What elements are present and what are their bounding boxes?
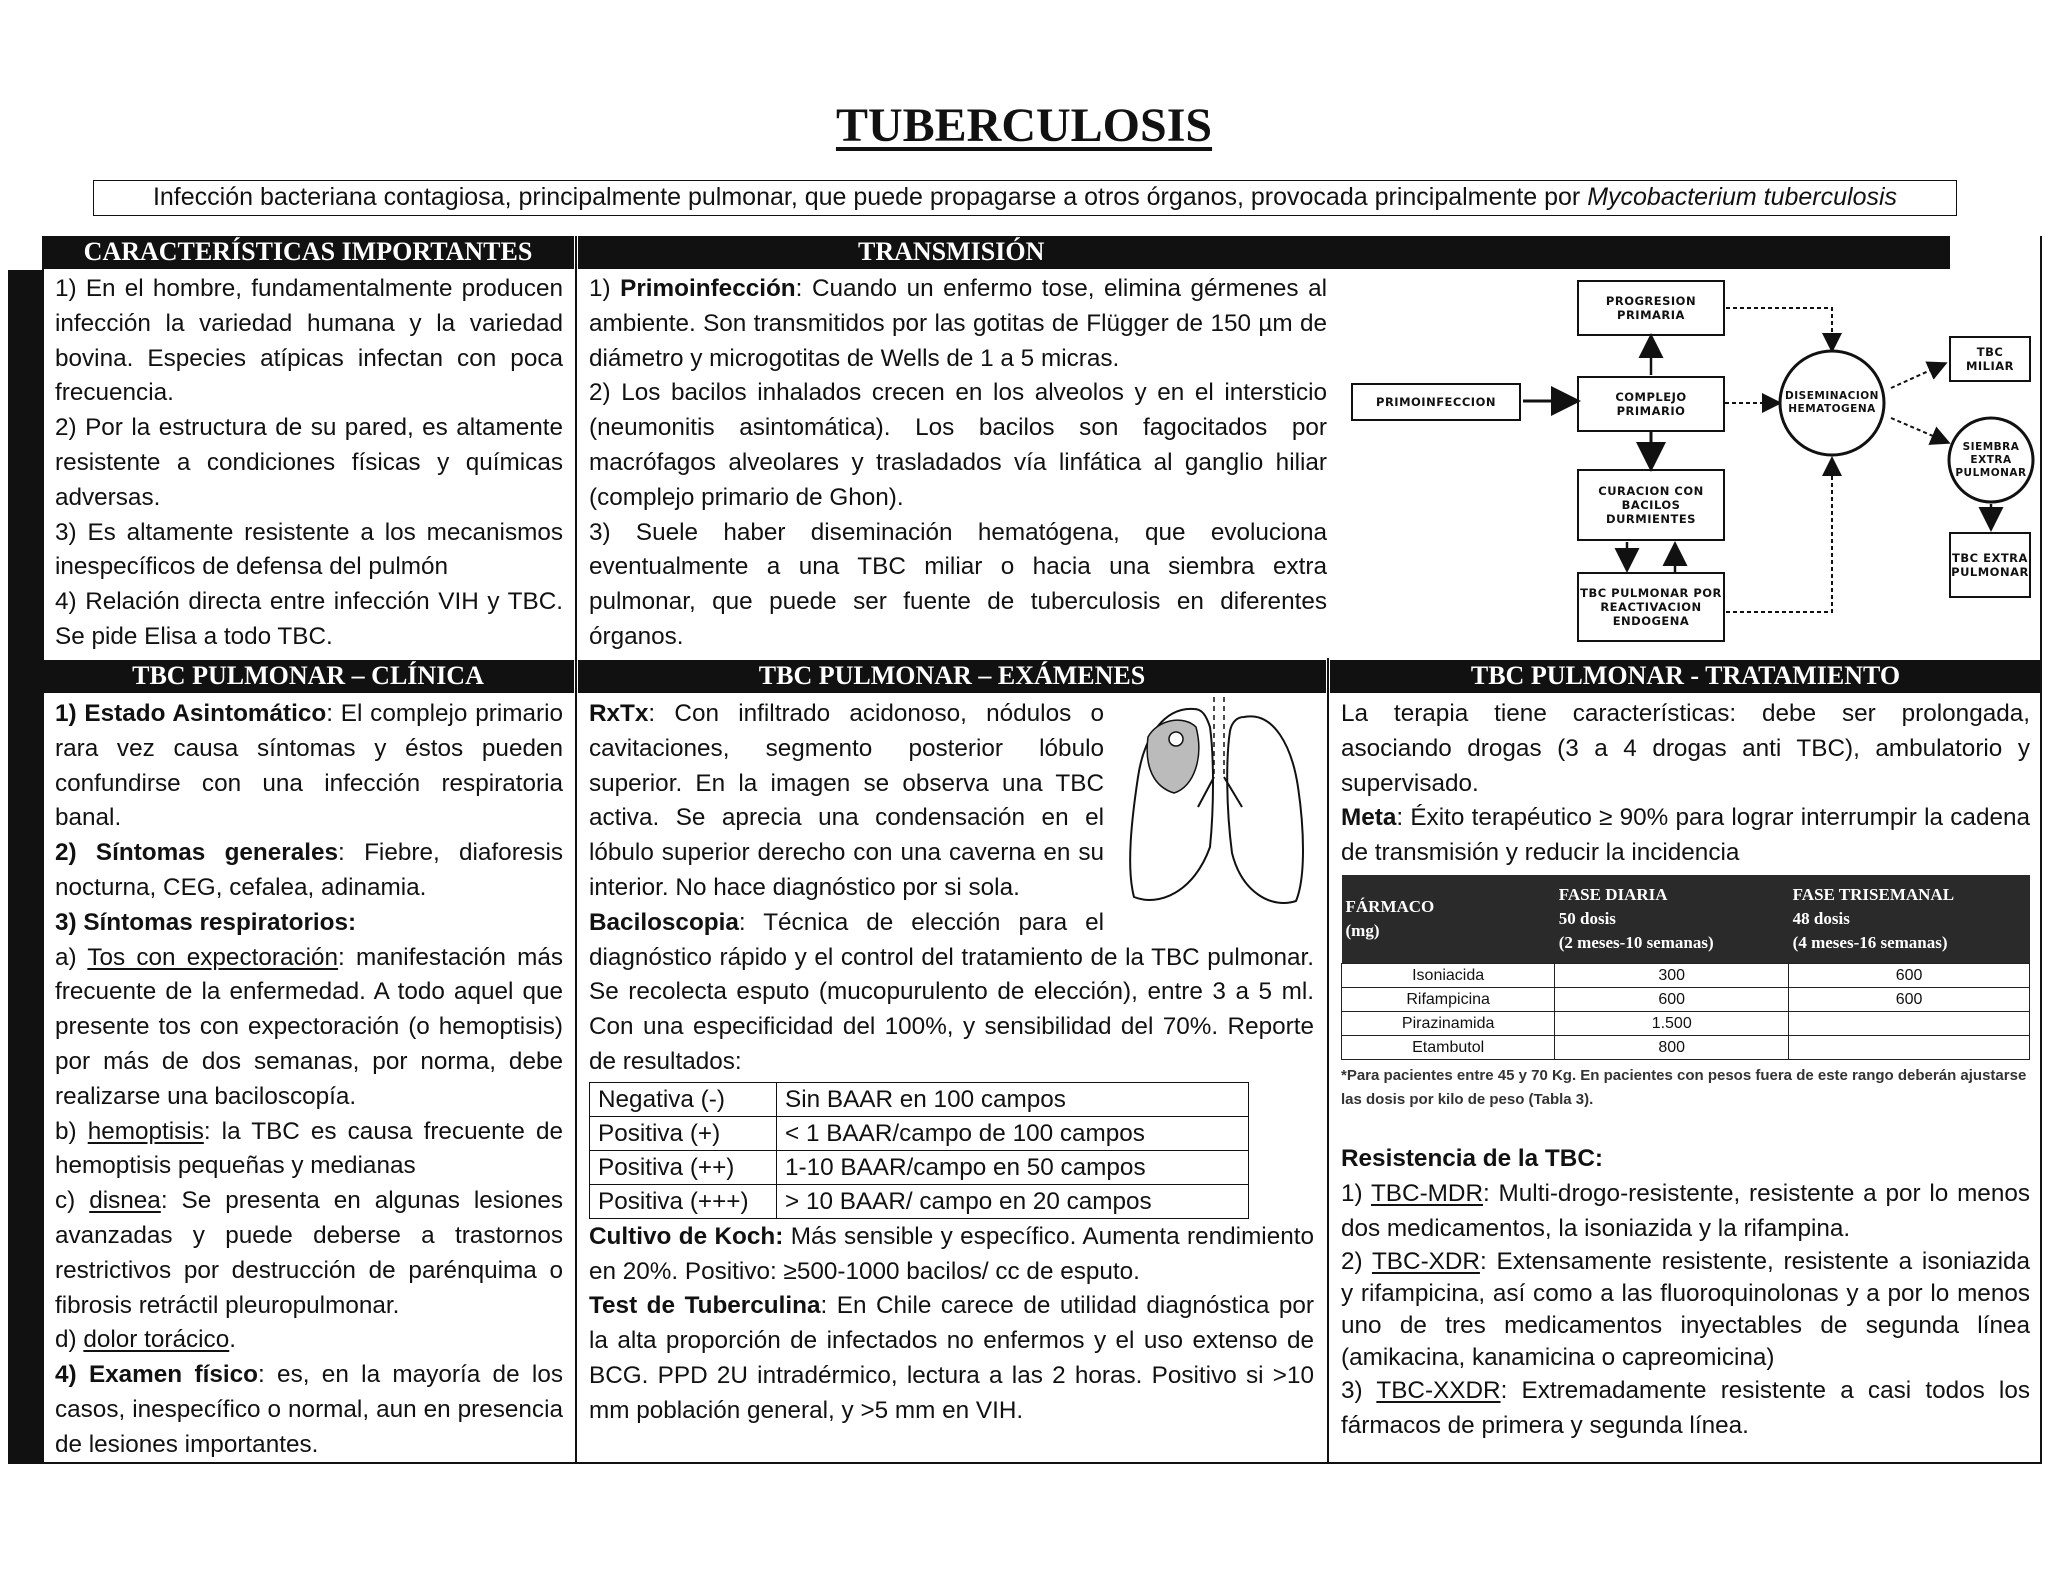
item-prefix: d) xyxy=(55,1326,84,1354)
table-cell: Positiva (+++) xyxy=(590,1184,777,1218)
table-cell xyxy=(1789,1011,2030,1035)
koch-label: Cultivo de Koch: xyxy=(589,1222,784,1250)
table-cell: 300 xyxy=(1555,963,1789,987)
symptom-term: hemoptisis xyxy=(87,1117,204,1145)
primoinfeccion-text: : Cuando un enfermo tose, elimina gérmenes al ambiente. Son transmitidos por las gotitas de Flügger de 150 µm de diámetro y microgotitas de Wells de 1 a 5 micras. xyxy=(589,275,1327,372)
definition-text: Infección bacteriana contagiosa, principalmente pulmonar, que puede propagarse a otros órganos, provocada principalmente por xyxy=(152,183,1588,211)
table-cell: 1-10 BAAR/campo en 50 campos xyxy=(777,1150,1249,1184)
resistance-term: TBC-MDR xyxy=(1370,1179,1483,1207)
table-cell: 600 xyxy=(1555,987,1789,1011)
clinica-text: . xyxy=(229,1326,236,1354)
table-cell: Pirazinamida xyxy=(1342,1011,1555,1035)
item-prefix: b) xyxy=(55,1117,88,1145)
table-cell: 600 xyxy=(1789,987,2030,1011)
drug-table-wrap xyxy=(1341,875,2030,1112)
rxtx-text: : Con infiltrado acidonoso, nódulos o cavitaciones, segmento posterior lóbulo superior. En la imagen se observa una TBC activa. Se aprecia una condensación en el lóbulo superior derecho con una caverna en su interior. No hace diagnóstico por si sola. xyxy=(589,700,1104,901)
baciloscopia-table xyxy=(589,1082,1249,1219)
left-sidebar-bar xyxy=(8,270,42,1464)
item-prefix: 2) xyxy=(1341,1248,1372,1276)
table-row xyxy=(1342,987,2030,1011)
caracteristicas-cell xyxy=(44,272,574,655)
flow-diseminacion: DISEMINACION HEMATOGENA xyxy=(1785,390,1879,415)
caracteristica-item: 2) Por la estructura de su pared, es altamente resistente a condiciones físicas y químicas adversas. xyxy=(55,414,563,511)
page-title: TUBERCULOSIS xyxy=(835,99,1213,152)
table-cell: Sin BAAR en 100 campos xyxy=(777,1082,1249,1116)
tratamiento-cell xyxy=(1330,697,2041,1444)
transmision-item: 2) Los bacilos inhalados crecen en los alveolos y en el intersticio (neumonitis asintomática). Los bacilos son fagocitados por macrófagos alveolares y trasladados vía linfática al ganglio hiliar (complejo primario de Ghon). xyxy=(589,379,1327,511)
tratamiento-intro: La terapia tiene características: debe ser prolongada, asociando drogas (3 a 4 drogas anti TBC), ambulatorio y supervisado. xyxy=(1341,700,2030,797)
clinica-text: : la TBC es causa frecuente de hemoptisis pequeñas y medianas xyxy=(55,1117,563,1180)
organism-name: Mycobacterium tuberculosis xyxy=(1587,183,1898,211)
header-line: FÁRMACO xyxy=(1345,896,1435,916)
resistance-text: : Extensamente resistente, resistente a isoniazida y rifampicina, así como a las fluoroquinolonas y a por lo menos uno de tres medicamentos inyectables de segunda línea (amikacina, kanamicina o capreomicina) xyxy=(1341,1248,2030,1372)
symptom-term: dolor torácico xyxy=(83,1326,230,1354)
clinica-text: : Se presenta en algunas lesiones avanzadas y puede deberse a trastornos restrictivos por destrucción de parénquima o fibrosis retráctil pleuropulmonar. xyxy=(55,1187,563,1319)
resistencia-title: Resistencia de la TBC: xyxy=(1341,1144,1603,1172)
tuberculina-label: Test de Tuberculina xyxy=(589,1292,821,1320)
clinica-label: 1) Estado Asintomático xyxy=(55,700,327,727)
definition-box xyxy=(93,180,1957,216)
table-header xyxy=(1789,875,2030,964)
clinica-cell xyxy=(44,697,574,1463)
flow-primoinfeccion: PRIMOINFECCION xyxy=(1351,383,1521,421)
table-cell: Isoniacida xyxy=(1342,963,1555,987)
table-cell: > 10 BAAR/ campo en 20 campos xyxy=(777,1184,1249,1218)
table-cell: 600 xyxy=(1789,963,2030,987)
table-cell: 1.500 xyxy=(1555,1011,1789,1035)
table-cell: < 1 BAAR/campo de 100 campos xyxy=(777,1116,1249,1150)
header-line: (mg) xyxy=(1345,920,1380,940)
table-row xyxy=(590,1150,1249,1184)
header-tratamiento: TBC PULMONAR - TRATAMIENTO xyxy=(1330,660,2041,693)
transmision-cell xyxy=(578,272,1338,655)
item-prefix: c) xyxy=(55,1187,90,1215)
table-header xyxy=(1555,875,1789,964)
clinica-label: 3) Síntomas respiratorios: xyxy=(55,908,357,936)
header-line: 48 dosis xyxy=(1792,908,1850,928)
table-row xyxy=(590,1184,1249,1218)
caracteristica-item: 3) Es altamente resistente a los mecanismos inespecíficos de defensa del pulmón xyxy=(55,518,563,581)
tuberculina-text: : En Chile carece de utilidad diagnóstica por la alta proporción de infectados no enfermos y el uso extenso de BCG. PPD 2U intradérmico, lectura a las 2 horas. Positivo si >10 mm población general, y >5 mm en VIH. xyxy=(589,1292,1314,1424)
table-cell: 800 xyxy=(1555,1035,1789,1059)
clinica-label: 2) Síntomas generales xyxy=(55,839,339,867)
header-line: FASE DIARIA xyxy=(1558,884,1668,904)
baciloscopia-text: : Técnica de elección para el diagnóstico rápido y el control del tratamiento de la TBC pulmonar. Se recolecta esputo (mucopurulento de elección), entre 3 a 5 ml. Con una especificidad del 100%, y sensibilidad del 70%. Reporte de resultados: xyxy=(589,908,1314,1075)
table-cell: Negativa (-) xyxy=(590,1082,777,1116)
koch-text: Más sensible y específico. Aumenta rendimiento en 20%. Positivo: ≥500-1000 bacilos/ cc de esputo. xyxy=(589,1222,1314,1285)
transmission-flowchart xyxy=(1345,272,2035,652)
clinica-text: : es, en la mayoría de los casos, inespecífico o normal, aun en presencia de lesiones importantes. xyxy=(55,1361,563,1458)
grid-line xyxy=(575,236,577,1464)
flow-progresion-primaria: PROGRESION PRIMARIA xyxy=(1577,280,1725,336)
clinica-text: : Fiebre, diaforesis nocturna, CEG, cefalea, adinamia. xyxy=(55,839,563,901)
header-transmision: TRANSMISIÓN xyxy=(578,236,1950,269)
table-row xyxy=(590,1116,1249,1150)
symptom-term: Tos con expectoración xyxy=(87,943,339,971)
table-row xyxy=(1342,1011,2030,1035)
table-cell: Positiva (+) xyxy=(590,1116,777,1150)
clinica-text: : El complejo primario rara vez causa síntomas y éstos pueden confundirse con una infección respiratoria banal. xyxy=(55,700,563,832)
clinica-text: : manifestación más frecuente de la enfermedad. A todo aquel que presente tos con expectoración (o hemoptisis) por más de dos semanas, por norma, debe realizarse una baciloscopía. xyxy=(55,943,564,1110)
table-cell: Positiva (++) xyxy=(590,1150,777,1184)
header-examenes: TBC PULMONAR – EXÁMENES xyxy=(578,660,1326,693)
table-cell: Rifampicina xyxy=(1342,987,1555,1011)
drug-dosage-table xyxy=(1341,875,2030,1060)
chest-xray-illustration xyxy=(1114,697,1314,917)
meta-text: : Éxito terapéutico ≥ 90% para lograr interrumpir la cadena de transmisión y reducir la incidencia xyxy=(1341,804,2030,867)
primoinfeccion-label: Primoinfección xyxy=(620,275,796,302)
caracteristica-item: 4) Relación directa entre infección VIH y TBC. Se pide Elisa a todo TBC. xyxy=(55,588,563,650)
table-cell: Etambutol xyxy=(1342,1035,1555,1059)
item-prefix: a) xyxy=(55,943,88,971)
flow-curacion: CURACION CON BACILOS DURMIENTES xyxy=(1577,469,1725,541)
flow-tbc-miliar: TBC MILIAR xyxy=(1949,336,2031,382)
item-prefix: 1) xyxy=(1341,1179,1371,1207)
table-cell xyxy=(1789,1035,2030,1059)
header-line: (2 meses-10 semanas) xyxy=(1558,932,1714,952)
resistance-text: : Multi-drogo-resistente, resistente a por lo menos dos medicamentos, la isoniazida y la rifampina. xyxy=(1341,1179,2030,1242)
flow-complejo-primario: COMPLEJO PRIMARIO xyxy=(1577,376,1725,432)
header-clinica: TBC PULMONAR – CLÍNICA xyxy=(42,660,574,693)
caracteristica-item: 1) En el hombre, fundamentalmente producen infección la variedad humana y la variedad bovina. Especies atípicas infectan con poca frecuencia. xyxy=(55,275,563,407)
examenes-cell xyxy=(578,697,1325,1429)
table-row xyxy=(1342,1035,2030,1059)
meta-label: Meta xyxy=(1341,804,1397,832)
header-line: (4 meses-16 semanas) xyxy=(1792,932,1948,952)
drug-table-footnote: *Para pacientes entre 45 y 70 Kg. En pacientes con pesos fuera de este rango deberán ajustarse las dosis por kilo de peso (Tabla 3). xyxy=(1341,1066,2027,1108)
table-row xyxy=(1342,963,2030,987)
header-line: 50 dosis xyxy=(1558,908,1616,928)
rxtx-label: RxTx xyxy=(589,700,649,727)
item-number: 1) xyxy=(589,275,621,302)
header-line: FASE TRISEMANAL xyxy=(1792,884,1955,904)
flow-reactivacion: TBC PULMONAR POR REACTIVACION ENDOGENA xyxy=(1577,572,1725,642)
transmision-item: 3) Suele haber diseminación hematógena, que evoluciona eventualmente a una TBC miliar o hacia una siembra extra pulmonar, que puede ser fuente de tuberculosis en diferentes órganos. xyxy=(589,518,1327,650)
baciloscopia-label: Baciloscopia xyxy=(589,908,739,936)
item-prefix: 3) xyxy=(1341,1377,1377,1405)
header-caracteristicas: CARACTERÍSTICAS IMPORTANTES xyxy=(42,236,574,269)
grid-line xyxy=(1327,658,1329,1464)
flow-siembra: SIEMBRA EXTRA PULMONAR xyxy=(1955,440,2027,479)
symptom-term: disnea xyxy=(89,1187,161,1215)
table-header-row xyxy=(1342,875,2030,964)
resistance-text: : Extremadamente resistente a casi todos los fármacos de primera y segunda línea. xyxy=(1341,1377,2030,1440)
resistance-term: TBC-XXDR xyxy=(1376,1377,1501,1405)
resistance-term: TBC-XDR xyxy=(1371,1248,1480,1276)
clinica-label: 4) Examen físico xyxy=(55,1361,258,1389)
table-header xyxy=(1342,875,1555,964)
flow-tbc-extrapulmonar: TBC EXTRA PULMONAR xyxy=(1949,532,2031,598)
table-row xyxy=(590,1082,1249,1116)
